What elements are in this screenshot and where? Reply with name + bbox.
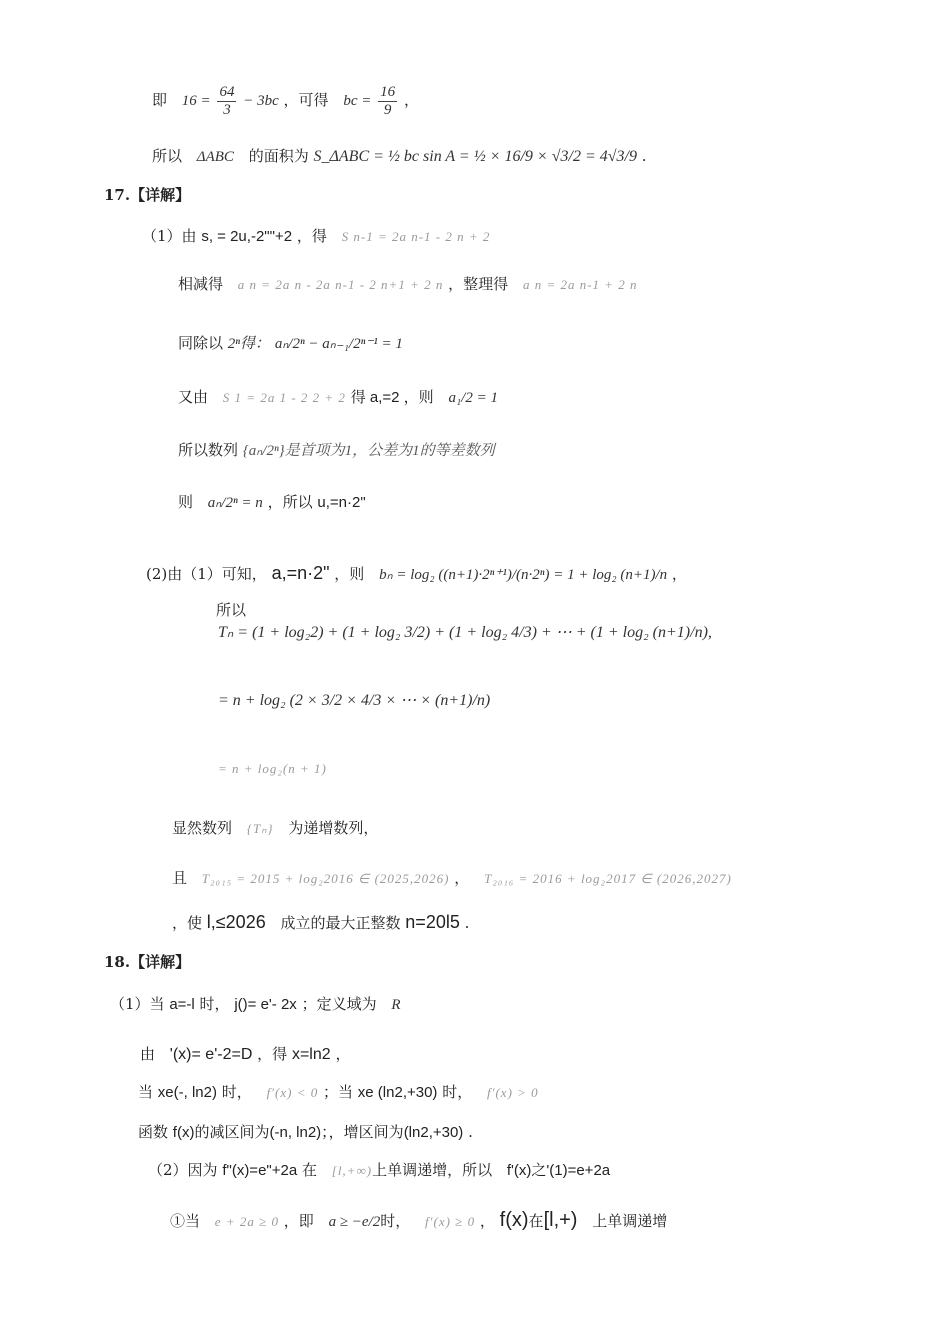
text: ；定义域为: [301, 995, 377, 1013]
text: 上单调递增，所以: [372, 1161, 493, 1179]
equation: '(x)= e'-2=D: [169, 1046, 253, 1063]
equation: f"(x)=e"+2a: [222, 1162, 298, 1179]
q17-line-12: [172, 868, 732, 889]
equation: = n + log₂ (2 × 3/2 × 4/3 × ⋯ × (n+1)/n): [218, 692, 491, 709]
interval: (-n, ln2): [269, 1124, 322, 1141]
text: 由: [140, 1045, 156, 1063]
header-line-1: [152, 78, 419, 122]
q17-line-8: [218, 622, 712, 643]
text: ；当: [323, 1083, 354, 1101]
equation: aₙ/2ⁿ − aₙ₋₁/2ⁿ⁻¹ = 1: [274, 336, 403, 352]
question-17-title: 17.【详解】: [104, 186, 191, 204]
text: ，即: [283, 1212, 314, 1230]
text: .: [468, 1123, 473, 1141]
text: .: [641, 147, 647, 165]
function: f(x): [172, 1124, 195, 1141]
text: .: [464, 914, 470, 932]
q17-line-4: [178, 387, 498, 408]
q17-line-13: [172, 912, 469, 933]
text: 成立的最大正整数: [280, 914, 401, 932]
equation: x=ln2: [291, 1046, 331, 1063]
text: ，则: [334, 565, 365, 583]
text: ，: [335, 1045, 351, 1063]
interval: xe(-, ln2): [157, 1084, 217, 1101]
equation: a,=n·2": [271, 563, 330, 583]
text: （1）当: [110, 995, 165, 1013]
text: 时，: [442, 1083, 473, 1101]
text: 在: [301, 1161, 317, 1179]
text: （2）因为: [148, 1161, 218, 1179]
equation: = n + log₂(n + 1): [218, 761, 327, 776]
equation: aₙ/2ⁿ = n: [207, 495, 263, 511]
equation: n=20l5: [405, 912, 460, 932]
equation: s, = 2u,-2""+2: [201, 228, 293, 245]
text: ，可得: [283, 91, 329, 109]
text: ，整理得: [448, 275, 509, 293]
equation: T₂₀₁₆ = 2016 + log₂2017 ∈ (2026,2027): [484, 871, 732, 886]
function: f(x): [499, 1209, 529, 1231]
equation: bₙ = log₂ ((n+1)·2ⁿ⁺¹)/(n·2ⁿ) = 1 + log₂ (n+1)/n: [379, 567, 668, 583]
q17-line-5: [178, 440, 495, 461]
text: 则: [178, 493, 194, 511]
q18-line-4: [138, 1122, 473, 1143]
equation: f′(x) < 0: [266, 1085, 319, 1100]
equation: e + 2a ≥ 0: [214, 1214, 279, 1229]
text: 即: [152, 91, 168, 109]
equation: l,≤2026: [206, 912, 266, 932]
equation: u,=n·2": [317, 494, 366, 511]
q17-line-1: [142, 226, 490, 247]
equation: a n = 2a n - 2a n-1 - 2 n+1 + 2 n: [237, 277, 444, 292]
text: 的减区间为: [194, 1123, 270, 1141]
q18-line-6: [170, 1210, 667, 1232]
equation: T₂₀₁₅ = 2015 + log₂2016 ∈ (2025,2026): [201, 871, 450, 886]
domain-symbol: R: [391, 997, 401, 1013]
equation: f′(x) > 0: [487, 1085, 539, 1100]
text: 显然数列: [172, 819, 233, 837]
text: 相减得: [178, 275, 224, 293]
text: 时，: [221, 1083, 252, 1101]
text: ，使: [172, 914, 203, 932]
equation-lhs: bc =: [343, 93, 372, 109]
equation: {aₙ/2ⁿ}是首项为1，公差为1的等差数列: [242, 443, 495, 459]
text: （1）由: [142, 227, 197, 245]
text: 且: [172, 869, 188, 887]
text: 的面积为: [248, 147, 309, 165]
text: 时，: [380, 1212, 411, 1230]
q17-line-9: [218, 690, 490, 711]
equation: S n-1 = 2a n-1 - 2 n + 2: [341, 229, 491, 244]
text: (2)由（1）可知，: [146, 565, 267, 583]
fraction: $\frac{64}{3}$: [219, 83, 235, 118]
equation: a=-l: [169, 996, 195, 1013]
text: ；，增区间为: [321, 1123, 404, 1141]
equation-lhs: 16 =: [181, 93, 211, 109]
text: 时，: [199, 995, 230, 1013]
question-18-title: 18.【详解】: [104, 953, 191, 971]
text: ，: [403, 91, 419, 109]
q17-line-10: [218, 758, 327, 779]
q17-line-11: [172, 818, 378, 839]
q17-line-2: [178, 274, 638, 295]
q18-line-1: [110, 994, 401, 1015]
q18-line-5: [148, 1160, 610, 1181]
q18-line-2: [140, 1044, 350, 1065]
text: 为递增数列，: [288, 819, 379, 837]
equation-rest: − 3bc: [243, 93, 279, 109]
triangle-label: ΔABC: [196, 149, 234, 165]
text: 在: [528, 1212, 544, 1230]
text: 同除以: [178, 334, 224, 352]
text: ，: [479, 1212, 495, 1230]
text: 函数: [138, 1123, 169, 1141]
q17-line-7: [146, 563, 687, 585]
q18-line-3: [138, 1082, 539, 1103]
text: ，所以: [267, 493, 313, 511]
text: ，得: [257, 1045, 288, 1063]
text: 所以: [152, 147, 183, 165]
text: 所以数列: [178, 441, 239, 459]
equation: f'(x)之'(1)=e+2a: [506, 1162, 611, 1179]
interval: [l,+): [543, 1209, 578, 1231]
text: ，: [454, 869, 470, 887]
equation: Tₙ = (1 + log₂2) + (1 + log₂ 3/2) + (1 + log₂ 4/3) + ⋯ + (1 + log₂ (n+1)/n),: [218, 624, 712, 641]
text: 2ⁿ得：: [227, 336, 271, 352]
equation: f′(x) ≥ 0: [425, 1214, 476, 1229]
fraction: $\frac{16}{9}$: [380, 83, 396, 118]
text: 又由: [178, 388, 209, 406]
equation: a ≥ −e/2: [328, 1214, 381, 1230]
text: 上单调递增: [592, 1212, 668, 1230]
area-formula: S_ΔABC = ½ bc sin A = ½ × 16/9 × √3/2 = 4√3/9: [313, 148, 637, 165]
header-line-2: [152, 136, 647, 177]
text: ，得: [296, 227, 327, 245]
q17-line-8-label: 所以: [216, 601, 247, 619]
equation: j()= e'- 2x: [234, 996, 297, 1013]
q17-line-6: [178, 492, 366, 513]
q17-line-3: [178, 333, 403, 354]
text: 得 a,=2 ，则: [350, 389, 434, 406]
interval: [l,+∞): [331, 1163, 373, 1178]
interval: (ln2,+30): [403, 1124, 464, 1141]
equation: a₁/2 = 1: [448, 390, 498, 406]
text: ①当: [170, 1212, 201, 1230]
interval: xe (ln2,+30): [357, 1084, 438, 1101]
equation: S 1 = 2a 1 - 2 2 + 2: [222, 390, 346, 405]
text: ，: [671, 565, 687, 583]
equation: a n = 2a n-1 + 2 n: [522, 277, 638, 292]
text: 当: [138, 1083, 154, 1101]
equation: {Tₙ}: [246, 821, 274, 836]
